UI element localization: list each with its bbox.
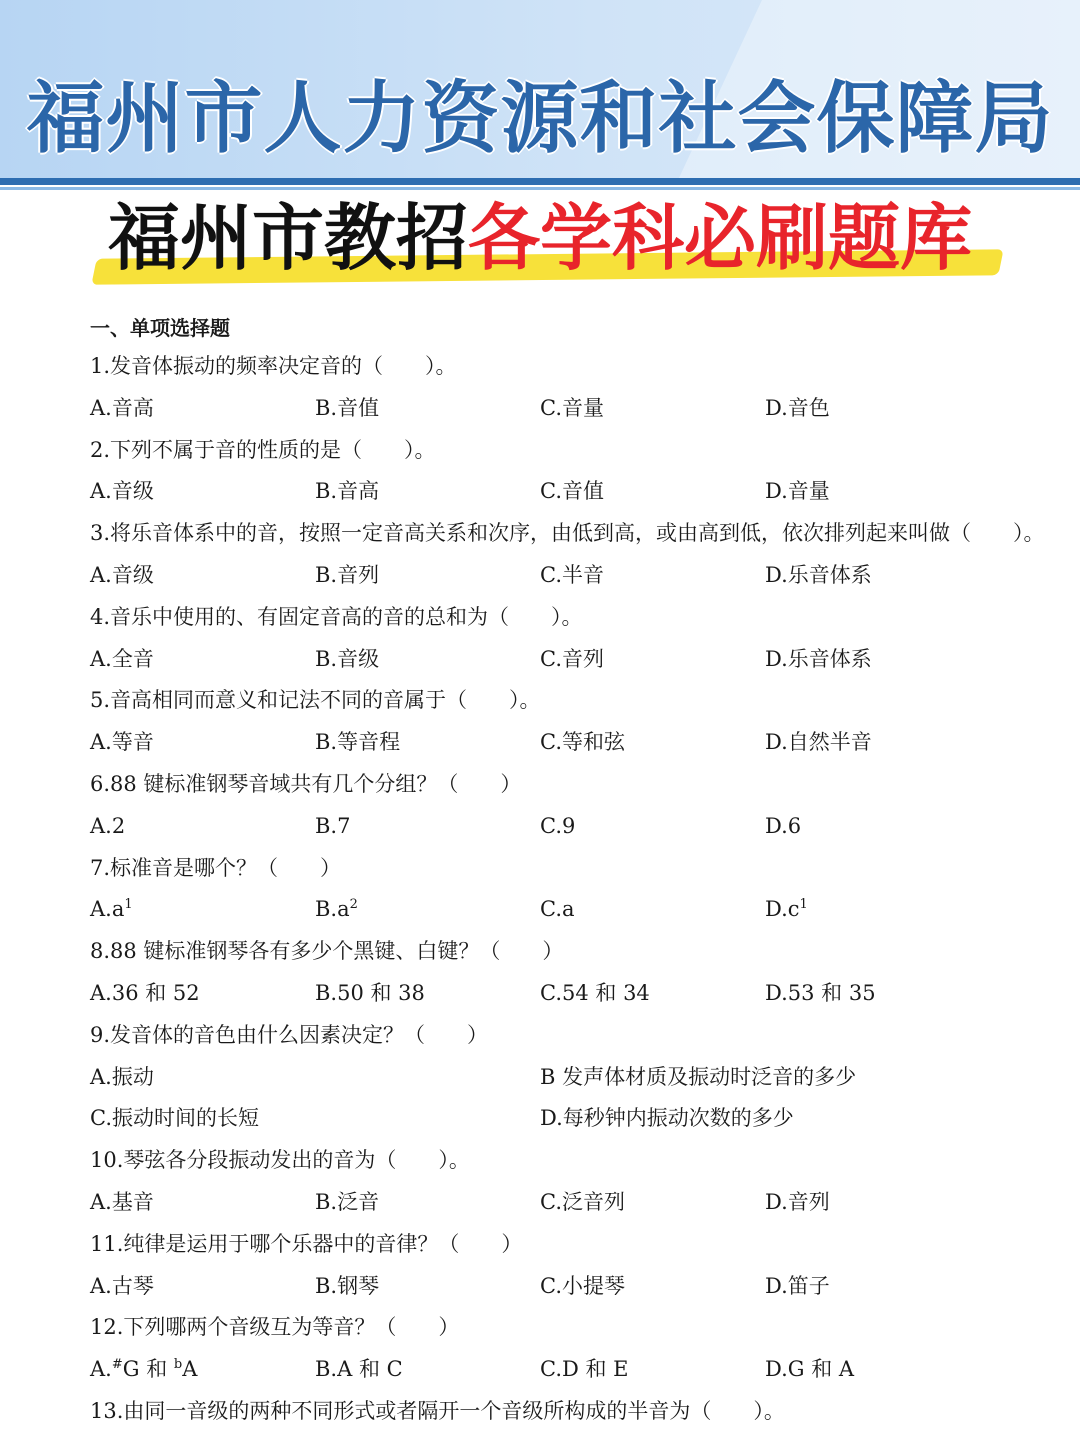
option-row <box>90 806 1050 848</box>
option: C.音量 <box>540 395 604 420</box>
option-base: D.c <box>765 897 800 922</box>
option-row <box>90 722 1050 764</box>
option: D.笛子 <box>765 1273 830 1298</box>
option: A.全音 <box>90 646 154 671</box>
option: D.G 和 A <box>765 1357 855 1382</box>
question-text: 5.音高相同而意义和记法不同的音属于（ ）。 <box>90 688 541 713</box>
option <box>315 889 540 931</box>
option: D.自然半音 <box>765 730 872 755</box>
option: D.音量 <box>765 479 830 504</box>
option: C.音列 <box>540 646 604 671</box>
option: C.D 和 E <box>540 1357 629 1382</box>
question-text: 12.下列哪两个音级互为等音？（ ） <box>90 1315 460 1340</box>
option: C.等和弦 <box>540 730 625 755</box>
option-prefix: A. <box>90 1357 112 1382</box>
question-text: 4.音乐中使用的、有固定音高的音的总和为（ ）。 <box>90 604 583 629</box>
option-row <box>90 555 1050 597</box>
option: B.音值 <box>315 395 380 420</box>
option: B.50 和 38 <box>315 980 425 1005</box>
question-text: 2.下列不属于音的性质的是（ ）。 <box>90 437 436 462</box>
option: A.36 和 52 <box>90 980 200 1005</box>
option: C.泛音列 <box>540 1189 625 1214</box>
headline <box>0 196 1080 286</box>
option-base: G 和 <box>122 1357 174 1382</box>
option-row <box>90 639 1050 681</box>
option: D.音列 <box>765 1189 830 1214</box>
question-list <box>90 310 1050 1433</box>
option: A.音级 <box>90 479 154 504</box>
banner-title: 福州市人力资源和社会保障局 <box>26 74 1054 164</box>
sharp-sign: # <box>111 1357 123 1373</box>
flat-sign: b <box>173 1357 183 1373</box>
section-title: 一、单项选择题 <box>90 316 230 340</box>
option: C.振动时间的长短 <box>90 1106 259 1131</box>
option: C.小提琴 <box>540 1273 625 1298</box>
option: D.乐音体系 <box>765 562 872 587</box>
option <box>90 1349 315 1391</box>
option-row <box>90 388 1050 430</box>
option: D.53 和 35 <box>765 980 876 1005</box>
option-base: A <box>182 1357 198 1382</box>
option-base: A.a <box>90 897 125 922</box>
option: A.古琴 <box>90 1273 154 1298</box>
option-base: C.a <box>540 897 575 922</box>
question-text: 3.将乐音体系中的音，按照一定音高关系和次序，由低到高，或由高到低，依次排列起来叫做（ ）。 <box>90 521 1045 546</box>
option: A.振动 <box>90 1064 154 1089</box>
option-row <box>90 1349 1050 1391</box>
banner-divider <box>0 178 1080 185</box>
option: C.9 <box>540 813 576 838</box>
option-row <box>90 1182 1050 1224</box>
option-row <box>90 1057 1050 1099</box>
question-text: 9.发音体的音色由什么因素决定？（ ） <box>90 1022 489 1047</box>
option: B 发声体材质及振动时泛音的多少 <box>540 1064 857 1089</box>
option: D.6 <box>765 813 802 838</box>
banner-divider-thin <box>0 187 1080 190</box>
option <box>765 889 990 931</box>
option: D.乐音体系 <box>765 646 872 671</box>
question-text: 6.88 键标准钢琴音域共有几个分组？（ ） <box>90 771 522 796</box>
option: C.音值 <box>540 479 604 504</box>
option: B.音列 <box>315 562 380 587</box>
option: A.音级 <box>90 562 154 587</box>
option-row <box>90 1098 1050 1140</box>
option: A.2 <box>90 813 126 838</box>
option: B.钢琴 <box>315 1273 380 1298</box>
option: B.音高 <box>315 479 380 504</box>
headline-part-red: 各学科必刷题库 <box>468 195 973 280</box>
option: B.A 和 C <box>315 1357 403 1382</box>
option: A.等音 <box>90 730 154 755</box>
option: C.54 和 34 <box>540 980 650 1005</box>
question-text: 13.由同一音级的两种不同形式或者隔开一个音级所构成的半音为（ ）。 <box>90 1398 785 1423</box>
option-row <box>90 889 1050 931</box>
option: D.音色 <box>765 395 830 420</box>
option: B.泛音 <box>315 1189 380 1214</box>
question-text: 1.发音体振动的频率决定音的（ ）。 <box>90 354 457 378</box>
option-row <box>90 1266 1050 1308</box>
question-text: 7.标准音是哪个？（ ） <box>90 855 342 880</box>
headline-text <box>0 196 1080 280</box>
option <box>90 889 315 931</box>
question-text: 8.88 键标准钢琴各有多少个黑键、白键？（ ） <box>90 939 564 964</box>
question-text: 11.纯律是运用于哪个乐器中的音律？（ ） <box>90 1231 523 1256</box>
question-text: 10.琴弦各分段振动发出的音为（ ）。 <box>90 1148 470 1173</box>
option-superscript: 1 <box>799 897 808 913</box>
headline-part-black: 福州市教招 <box>107 195 468 280</box>
option: A.基音 <box>90 1189 154 1214</box>
option <box>540 889 765 931</box>
option-superscript: 1 <box>124 897 133 913</box>
option-superscript: 2 <box>349 897 358 913</box>
option-row <box>90 973 1050 1015</box>
option: D.每秒钟内振动次数的多少 <box>540 1106 794 1131</box>
option: C.半音 <box>540 562 604 587</box>
option-base: B.a <box>315 897 350 922</box>
option-row <box>90 471 1050 513</box>
option: B.7 <box>315 813 351 838</box>
header-banner <box>0 0 1080 178</box>
option: B.等音程 <box>315 730 401 755</box>
option: B.音级 <box>315 646 380 671</box>
option: A.音高 <box>90 395 154 420</box>
